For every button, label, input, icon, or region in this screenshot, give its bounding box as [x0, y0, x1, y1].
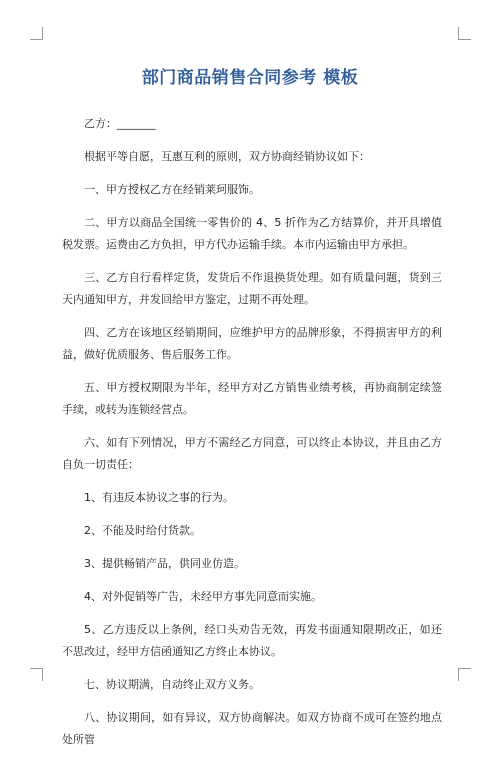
paragraph-item-4: 4、对外促销等广告，未经甲方事先同意而实施。	[84, 590, 322, 603]
paragraph-clause-4: 四、乙方在该地区经销期间，应维护甲方的品牌形象，不得损害甲方的利益，做好优质服务、售后服务工作。	[62, 326, 442, 361]
crop-mark-top-right	[458, 27, 471, 40]
paragraph-clause-8: 八、协议期间，如有异议，双方协商解决。如双方协商不成可在签约地点处所管	[62, 711, 442, 746]
paragraph-item-5: 5、乙方违反以上条例，经口头劝告无效，再发书面通知限期改正，如还不思改过，经甲方信函通知乙方终止本协议。	[62, 623, 442, 658]
paragraph-clause-5: 五、甲方授权期限为半年，经甲方对乙方销售业绩考核，再协商制定续签手续，或转为连锁经营点。	[62, 381, 442, 416]
paragraph-intro: 根据平等自愿，互惠互利的原则，双方协商经销协议如下：	[84, 150, 370, 163]
paragraph-item-1: 1、有违反本协议之事的行为。	[84, 491, 234, 504]
paragraph-item-2: 2、不能及时给付货款。	[84, 524, 201, 537]
paragraph-clause-1: 一、甲方授权乙方在经销莱珂服饰。	[84, 183, 260, 196]
paragraph-clause-6: 六、如有下列情况，甲方不需经乙方同意，可以终止本协议，并且由乙方自负一切责任：	[62, 436, 442, 471]
document-body	[62, 113, 442, 762]
paragraph-clause-2: 二、甲方以商品全国统一零售价的 4、5 折作为乙方结算价，并开具增值税发票。运费由乙方负担，甲方代办运输手续。本市内运输由甲方承担。	[62, 216, 442, 251]
crop-mark-bottom-right	[458, 668, 471, 681]
crop-mark-bottom-left	[30, 668, 43, 681]
paragraph-item-3: 3、提供畅销产品，供同业仿造。	[84, 557, 245, 570]
paragraph-clause-3: 三、乙方自行看样定货，发货后不作退换货处理。如有质量问题，货到三天内通知甲方，并发回给甲方鉴定，过期不再处理。	[62, 271, 442, 306]
crop-mark-top-left	[30, 27, 43, 40]
document-title: 部门商品销售合同参考 模板	[141, 68, 359, 88]
paragraph-clause-7: 七、协议期满，自动终止双方义务。	[84, 678, 260, 691]
party-b-line: 乙方：_______	[84, 117, 156, 130]
